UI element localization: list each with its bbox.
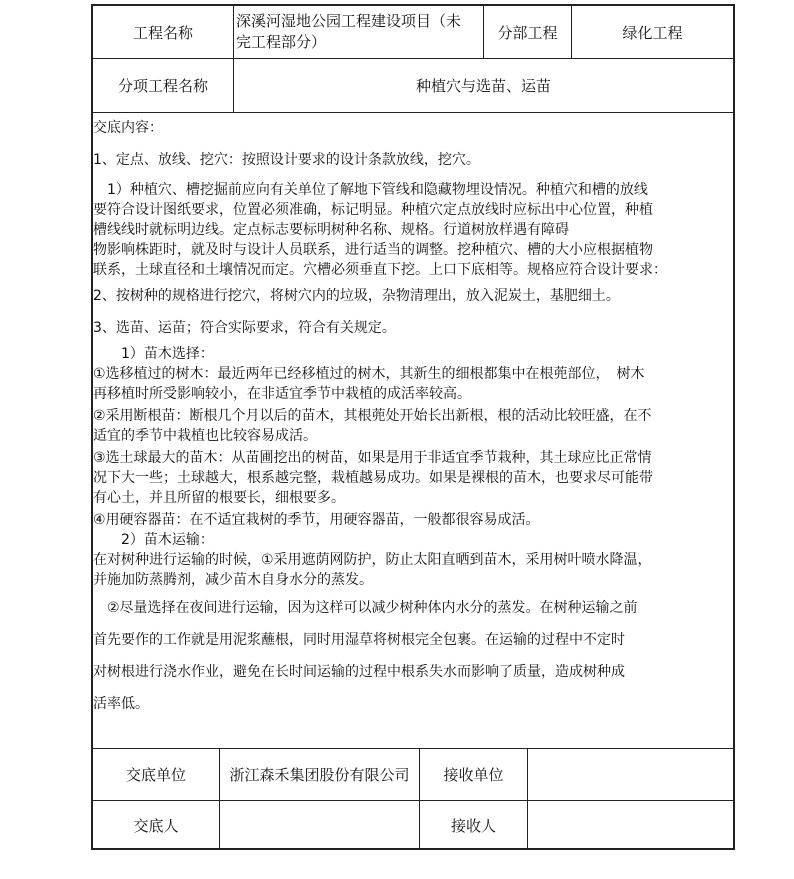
content-line: ②尽量选择在夜间进行运输，因为这样可以减少树种体内水分的蒸发。在树种运输之前 xyxy=(93,600,638,616)
content-line: 槽线线时就标明边线。定点标志要标明树种名称、规格。行道树放样遇有障碍 xyxy=(93,222,569,238)
content-line: 况下大一些；土球越大，根系越完整，栽植越易成功。如果是裸根的苗木，也要求尽可能带 xyxy=(93,470,653,486)
content-line: 3、选苗、运苗；符合实际要求，符合有关规定。 xyxy=(93,320,396,336)
project-name-label: 工程名称 xyxy=(132,23,193,42)
content-line: 2、按树种的规格进行挖穴，将树穴内的垃圾，杂物清理出，放入泥炭土，基肥细土。 xyxy=(93,288,620,304)
content-line: 在对树种进行运输的时候，①采用遮荫网防护，防止太阳直晒到苗木，采用树叶喷水降温， xyxy=(93,552,652,568)
content-line: ②采用断根苗：断根几个月以后的苗木，其根蔸处开始长出新根，根的活动比较旺盛，在不 xyxy=(93,408,652,424)
subitem-value: 种植穴与选苗、运苗 xyxy=(415,77,551,95)
subitem-label: 分项工程名称 xyxy=(117,77,208,95)
issuer-unit-label: 交底单位 xyxy=(125,766,186,784)
row-divider xyxy=(93,112,733,113)
content-line: 活率低。 xyxy=(93,696,149,712)
issuer-unit-value: 浙江森禾集团股份有限公司 xyxy=(229,766,410,784)
issuer-person-label: 交底人 xyxy=(133,817,179,835)
content-line: 要符合设计图纸要求，位置必须准确，标记明显。种植穴定点放线时应标出中心位置，种植 xyxy=(93,202,653,218)
content-line: ③选土球最大的苗木：从苗圃挖出的树苗，如果是用于非适宜季节栽种，其土球应比正常情 xyxy=(93,450,652,466)
content-line: 并施加防蒸腾剂，减少苗木自身水分的蒸发。 xyxy=(93,572,373,588)
content-line: ①选移植过的树木：最近两年已经移植过的树木，其新生的细根都集中在根蔸部位， 树木 xyxy=(93,366,645,382)
content-line: 适宜的季节中栽植也比较容易成活。 xyxy=(93,428,317,444)
receiver-unit-label: 接收单位 xyxy=(443,766,504,784)
receiver-unit-value xyxy=(528,749,733,800)
content-line: 首先要作的工作就是用泥浆蘸根，同时用湿草将树根完全包裹。在运输的过程中不定时 xyxy=(93,632,625,648)
receiver-person-value xyxy=(528,801,733,850)
content-line: 联系，土球直径和土壤情况而定。穴槽必须垂直下挖。上口下底相等。规格应符合设计要求： xyxy=(93,262,667,278)
content-line: 1）种植穴、槽挖掘前应向有关单位了解地下管线和隐藏物埋设情况。种植穴和槽的放线 xyxy=(93,182,648,198)
content-line: 物影响株距时，就及时与设计人员联系，进行适当的调整。挖种植穴、槽的大小应根据植物 xyxy=(93,242,653,258)
disclosure-form-table xyxy=(91,4,735,850)
project-name-value xyxy=(234,6,483,58)
content-line: ④用硬容器苗：在不适宜栽树的季节，用硬容器苗，一般都很容易成活。 xyxy=(93,512,540,528)
division-value: 绿化工程 xyxy=(622,23,683,42)
content-line: 1）苗木选择： xyxy=(93,346,214,362)
content-line: 对树根进行浇水作业，避免在长时间运输的过程中根系失水而影响了质量，造成树种成 xyxy=(93,664,625,680)
content-line: 再移植时所受影响较小，在非适宜季节中栽植的成活率较高。 xyxy=(93,386,471,402)
disclosure-content xyxy=(93,114,733,748)
project-name-value-line1: 深溪河湿地公园工程建设项目（未 xyxy=(236,12,462,30)
division-label: 分部工程 xyxy=(497,23,558,42)
content-line: 1、定点、放线、挖穴：按照设计要求的设计条款放线，挖穴。 xyxy=(93,152,480,168)
issuer-person-value xyxy=(220,801,419,850)
content-line: 2）苗木运输： xyxy=(93,532,214,548)
content-line: 有心土，并且所留的根要长，细根要多。 xyxy=(93,490,345,506)
receiver-person-label: 接收人 xyxy=(450,817,496,835)
project-name-value-line2: 完工程部分） xyxy=(236,33,327,51)
content-line: 交底内容： xyxy=(93,120,163,136)
